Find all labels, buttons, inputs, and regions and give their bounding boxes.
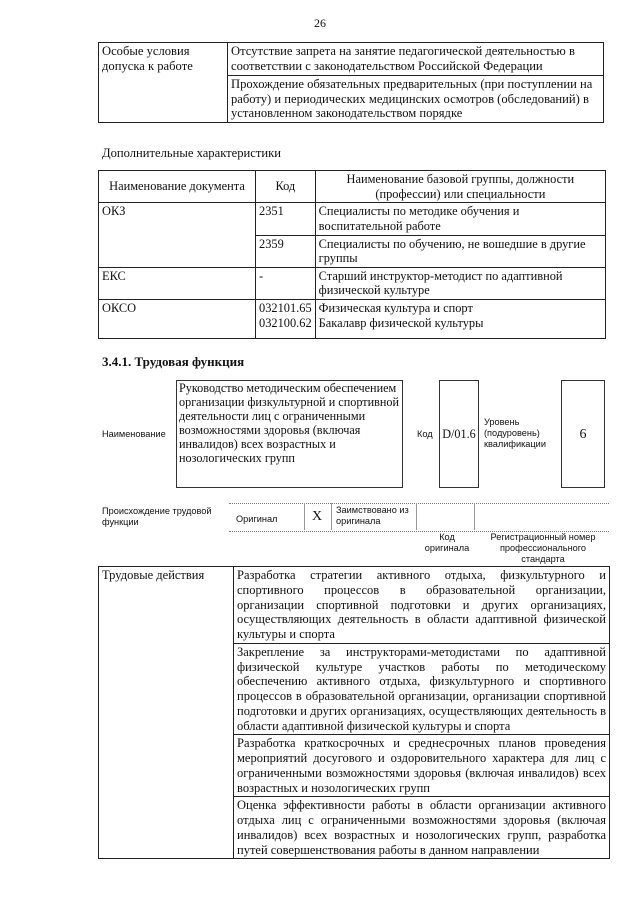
doc-cell: ОКСО <box>99 300 256 339</box>
code-line: 032100.62 <box>259 315 312 330</box>
code-cell: - <box>256 267 316 299</box>
doc-cell: ОКЗ <box>99 203 256 268</box>
name-cell: Старший инструктор-методист по адаптивной физической культуре <box>315 267 605 299</box>
function-name: Руководство методическим обеспечением организации физкультурной и спортивной деятельности лиц с ограниченными возможностями здоровья (включая инвалидов) всех возрастных и нозологических групп <box>176 380 403 488</box>
section-title: 3.4.1. Трудовая функция <box>102 354 245 369</box>
name-line: Физическая культура и спорт <box>318 301 473 315</box>
code-cell <box>256 300 316 339</box>
admission-table <box>98 42 604 123</box>
code-cell: 2359 <box>256 235 316 267</box>
actions-table <box>98 566 610 859</box>
doc-cell: ЕКС <box>99 267 256 299</box>
name-line: Бакалавр физической культуры <box>318 315 484 330</box>
action-item: Закрепление за инструкторами-методистами по адаптивной физической культуре участков работы по методическому обеспечению активного отдыха, физкультурного и спортивного процессов в образовательной организации, организации спортивной подготовки и других организациях, осуществляющих деятельность в области адаптивной физической культуры и спорта <box>234 643 610 735</box>
table-row <box>99 203 606 235</box>
action-item: Разработка стратегии активного отдыха, физкультурного и спортивного процессов в образовательной организации, организации спортивной подготовки и других организациях, осуществляющих деятельность в области адаптивной физической культуры и спорта <box>234 567 610 644</box>
original-label: Оригинал <box>236 514 278 524</box>
page-number: 26 <box>314 16 326 30</box>
action-item: Оценка эффективности работы в области организации активного отдыха лиц с ограниченными возможностями здоровья (включая инвалидов) всех возрастных и нозологических групп, разработка путей совершенствования работы в данном направлении <box>234 797 610 859</box>
original-mark: X <box>312 509 323 524</box>
name-label: Наименование <box>102 429 166 439</box>
additional-table <box>98 170 606 339</box>
level-label: Уровень (подуровень) квалификации <box>484 417 546 450</box>
additional-title: Дополнительные характеристики <box>102 146 281 160</box>
code-label: Код <box>417 429 433 439</box>
origin-row <box>229 503 609 532</box>
name-cell: Специалисты по методике обучения и воспитательной работе <box>315 203 605 235</box>
divider <box>304 503 305 530</box>
admission-item: Отсутствие запрета на занятие педагогической деятельностью в соответствии с законодательством Российской Федерации <box>228 43 604 76</box>
admission-item: Прохождение обязательных предварительных (при поступлении на работу) и периодических медицинских осмотров (обследований) в установленном законодательством порядке <box>228 75 604 123</box>
header-code: Код <box>256 171 316 203</box>
code-original-label: Код оригинала <box>424 532 470 554</box>
actions-label: Трудовые действия <box>99 567 234 859</box>
code-cell: 2351 <box>256 203 316 235</box>
admission-label: Особые условия допуска к работе <box>99 43 228 123</box>
reg-number-label: Регистрационный номер профессионального стандарта <box>490 532 596 565</box>
name-cell <box>315 300 605 339</box>
qualification-level: 6 <box>561 380 605 488</box>
table-row <box>99 300 606 339</box>
divider <box>416 503 417 530</box>
action-item: Разработка краткосрочных и среднесрочных планов проведения мероприятий досугового и оздоровительного характера для лиц с ограниченными возможностями здоровья (включая инвалидов) всех возрастных и нозологических групп <box>234 735 610 797</box>
header-document: Наименование документа <box>99 171 256 203</box>
code-line: 032101.65 <box>259 301 312 315</box>
divider <box>474 503 475 530</box>
name-cell: Специалисты по обучению, не вошедшие в другие группы <box>315 235 605 267</box>
table-row <box>99 267 606 299</box>
header-group-name: Наименование базовой группы, должности (профессии) или специальности <box>315 171 605 203</box>
origin-label: Происхождение трудовой функции <box>102 506 212 528</box>
borrowed-label: Заимствовано из оригинала <box>336 505 409 527</box>
function-code: D/01.6 <box>439 380 479 488</box>
divider <box>331 503 332 530</box>
